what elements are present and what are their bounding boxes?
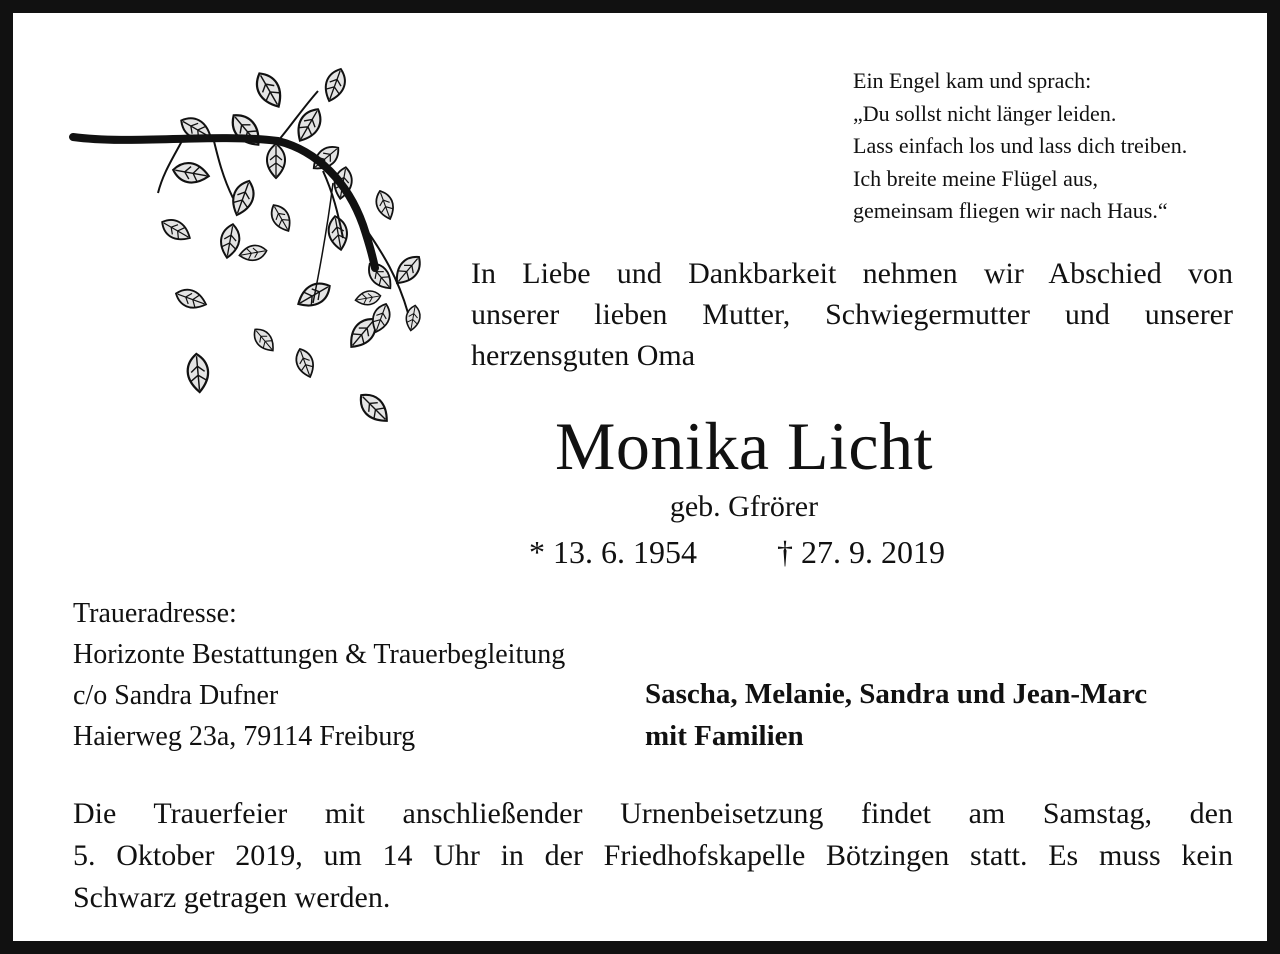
leaf-icon: [292, 105, 327, 146]
leaf-icon: [172, 160, 211, 185]
leaf-icon: [354, 388, 393, 427]
poem-line: „Du sollst nicht länger leiden.: [853, 100, 1117, 126]
farewell-line: In Liebe und Dankbarkeit nehmen wir Abschied von: [471, 257, 1233, 290]
ceremony-line: Schwarz getragen werden.: [73, 881, 391, 914]
poem-line: Ein Engel kam und sprach:: [853, 68, 1092, 93]
leaf-icon: [226, 109, 266, 151]
ceremony-info: [73, 793, 1233, 919]
leaf-icon: [238, 243, 268, 262]
leaf-icon: [251, 68, 288, 111]
poem-quote: [853, 65, 1253, 228]
death-date: † 27. 9. 2019: [777, 534, 945, 570]
branch-twig: [213, 137, 233, 198]
leaf-icon: [250, 325, 279, 356]
family-signature: [645, 673, 1245, 757]
leaf-icon: [321, 66, 350, 104]
leaf-icon: [267, 201, 296, 235]
poem-line: Lass einfach los und lass dich treiben.: [853, 133, 1188, 158]
mourning-address: [73, 593, 633, 757]
leaf-icon: [186, 353, 210, 393]
ceremony-line: 5. Oktober 2019, um 14 Uhr in der Friedhofskapelle Bötzingen statt. Es muss kein: [73, 839, 1233, 872]
farewell-line: unserer lieben Mutter, Schwiegermutter und unserer: [471, 298, 1233, 331]
family-line: Sascha, Melanie, Sandra und Jean-Marc: [645, 678, 1148, 710]
address-line: Horizonte Bestattungen & Trauerbegleitung: [73, 639, 566, 670]
address-line: Haierweg 23a, 79114 Freiburg: [73, 721, 416, 752]
poem-line: gemeinsam fliegen wir nach Haus.“: [853, 198, 1168, 223]
address-line: Traueradresse:: [73, 598, 237, 629]
leaf-cluster: [158, 66, 426, 428]
leaf-icon: [390, 251, 426, 289]
address-line: c/o Sandra Dufner: [73, 680, 279, 711]
leaf-icon: [354, 289, 381, 307]
ceremony-line: Die Trauerfeier mit anschließender Urnenbeisetzung findet am Samstag, den: [73, 797, 1233, 830]
poem-line: Ich breite meine Flügel aus,: [853, 165, 1098, 191]
farewell-text: [471, 253, 1233, 376]
leaf-icon: [267, 144, 285, 178]
leaf-icon: [218, 223, 242, 260]
leaf-icon: [326, 215, 350, 252]
branch-with-leaves-icon: [63, 63, 433, 433]
leaf-icon: [173, 286, 209, 313]
life-dates: [523, 531, 983, 573]
deceased-name: Monika Licht: [554, 408, 934, 484]
family-line: mit Familien: [645, 720, 804, 752]
leaf-icon: [158, 215, 194, 246]
farewell-line: herzensguten Oma: [471, 339, 696, 372]
leaf-icon: [292, 346, 317, 379]
maiden-name: geb. Gfrörer: [669, 490, 819, 523]
leaf-icon: [372, 188, 397, 221]
leaf-icon: [363, 258, 396, 293]
birth-date: * 13. 6. 1954: [529, 534, 697, 570]
